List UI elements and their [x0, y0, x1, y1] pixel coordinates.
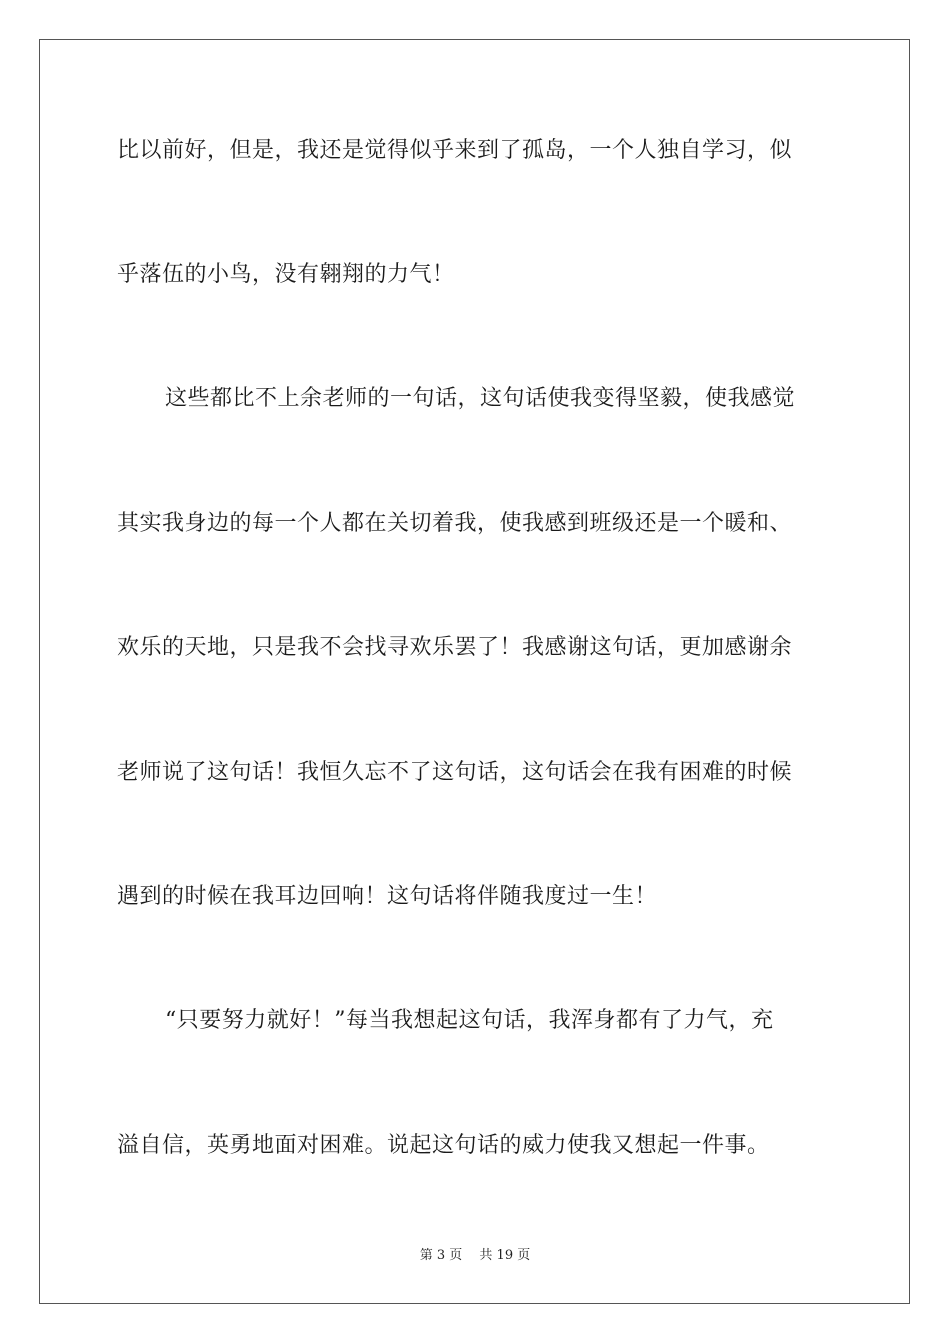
page-number-footer: 第 3 页 共 19 页	[419, 1248, 531, 1263]
text-line: 乎落伍的小鸟，没有翱翔的力气！	[117, 262, 455, 287]
text-line: 溢自信，英勇地面对困难。说起这句话的威力使我又想起一件事。	[117, 1133, 770, 1158]
paragraph-first-line: “只要努力就好！”每当我想起这句话，我浑身都有了力气，充	[165, 1008, 774, 1033]
text-line: 欢乐的天地，只是我不会找寻欢乐罢了！我感谢这句话，更加感谢余	[117, 635, 793, 660]
paragraph-first-line: 这些都比不上余老师的一句话，这句话使我变得坚毅，使我感觉	[165, 386, 796, 411]
page-border	[39, 39, 910, 1304]
text-line: 老师说了这句话！我恒久忘不了这句话，这句话会在我有困难的时候	[117, 760, 793, 785]
text-line: 其实我身边的每一个人都在关切着我，使我感到班级还是一个暖和、	[117, 511, 793, 536]
text-line: 遇到的时候在我耳边回响！这句话将伴随我度过一生！	[117, 884, 658, 909]
text-line: 比以前好，但是，我还是觉得似乎来到了孤岛，一个人独自学习，似	[117, 138, 793, 163]
